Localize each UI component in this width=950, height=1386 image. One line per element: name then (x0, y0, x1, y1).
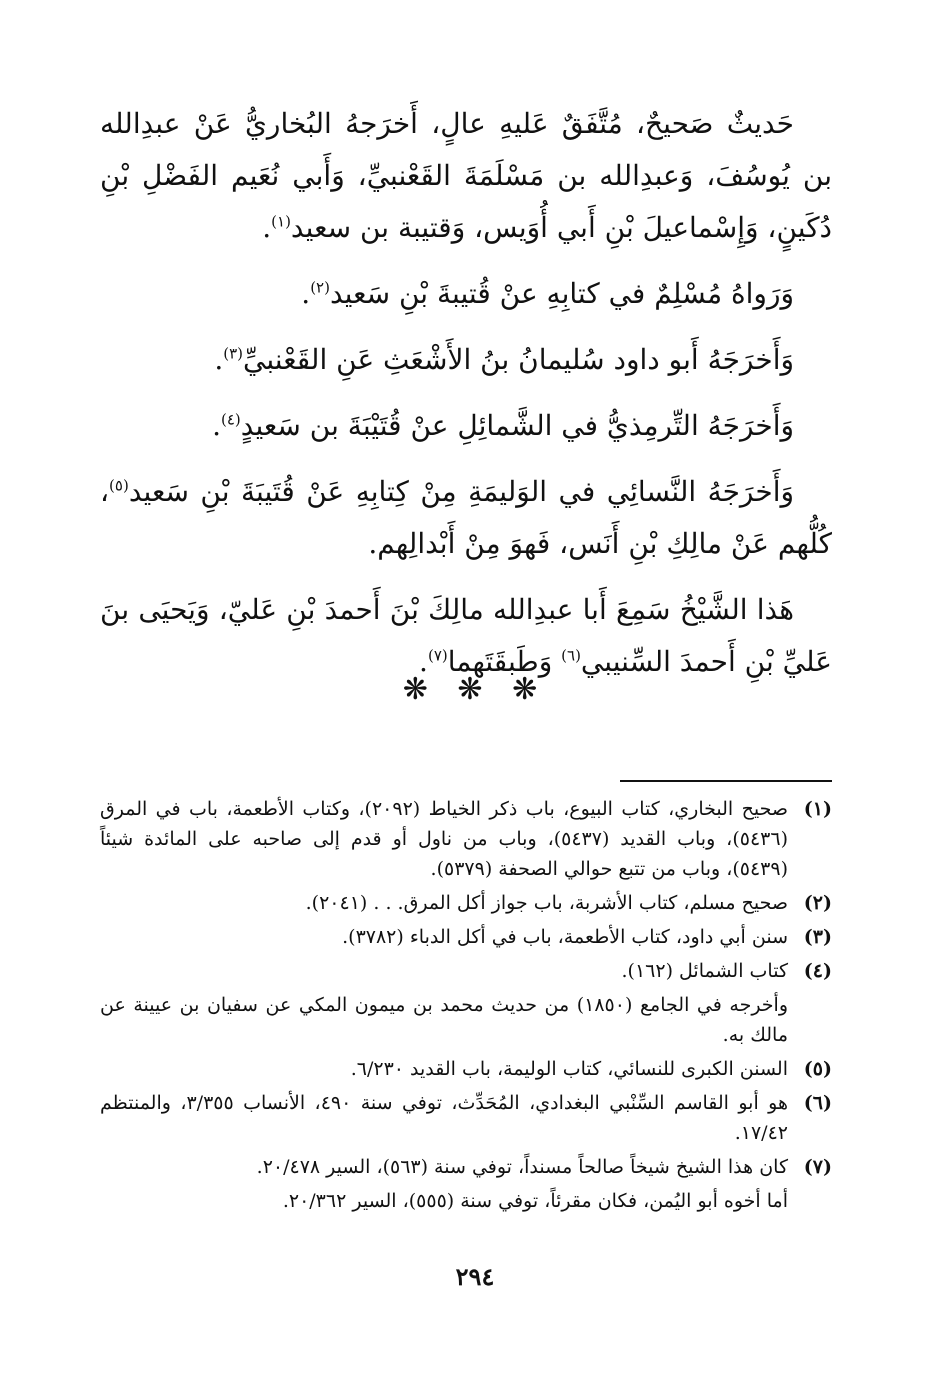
footnote-ref-2[interactable]: (٢) (310, 278, 330, 297)
paragraph-text: هَذا الشَّيْخُ سَمِعَ أَبا عبدِالله مالِكَ بْنَ أَحمدَ بْنِ عَليّ، وَيَحيَى بنَ عَليِّ بْنِ أَحمدَ السِّنيبي (100, 593, 832, 678)
footnote-text: صحيح مسلم، كتاب الأشربة، باب جواز أكل المرق. . . (٢٠٤١). (305, 892, 788, 914)
footnote-text: كتاب الشمائل (١٦٢). (621, 960, 788, 982)
footnote-text: السنن الكبرى للنسائي، كتاب الوليمة، باب القديد ٦/٢٣٠. (350, 1058, 788, 1080)
footnotes (100, 794, 832, 1220)
footnote-2 (100, 888, 832, 918)
footnote-7-continuation: أما أخوه أبو اليُمن، فكان مقرئاً، توفي سنة (٥٥٥)، السير ٢٠/٣٦٢. (282, 1190, 788, 1212)
paragraph-text: وَأَخرَجَهُ التِّرمِذيُّ في الشَّمائِلِ عنْ قُتَيْبَةَ بن سَعيدٍ (240, 409, 794, 442)
footnote-number: (٧) (803, 1156, 832, 1178)
paragraph-text: حَديثٌ صَحيحٌ، مُتَّفَقٌ عَليهِ عالٍ، أَخرَجهُ البُخاريُّ عَنْ عبدِالله بن يُوسُفَ، وَعبدِالله بن مَسْلَمَةَ القَعْنبيِّ، وَأَبي نُعَيم الفَضْلِ بْنِ دُكَينٍ، وَإِسْماعيلَ بْنِ أَبي أُوَيس، وَقتيبة بن سعيد (100, 107, 832, 244)
footnote-3 (100, 922, 832, 952)
paragraph-3 (100, 334, 832, 386)
footnote-number: (٦) (803, 1092, 832, 1114)
paragraph-5 (100, 466, 832, 570)
paragraph-text: . (212, 409, 221, 442)
footnote-number: (٥) (803, 1058, 832, 1080)
footnote-number: (٣) (803, 926, 832, 948)
footnote-number: (٤) (803, 960, 832, 982)
footnote-1 (100, 794, 832, 884)
paragraph-text: وَرَواهُ مُسْلِمٌ في كتابِهِ عنْ قُتيبةَ بْنِ سَعيد (329, 277, 794, 310)
page-number: ٢٩٤ (455, 1262, 495, 1291)
paragraph-text: . (419, 645, 428, 678)
footnote-5 (100, 1054, 832, 1084)
footnote-7 (100, 1152, 832, 1182)
footnote-ref-1[interactable]: (١) (271, 212, 291, 231)
section-ornament: ❋ ❋ ❋ (402, 672, 548, 707)
footnote-4 (100, 956, 832, 986)
footnote-4-continuation: وأخرجه في الجامع (١٨٥٠) من حديث محمد بن ميمون المكي عن سفيان بن عيينة عن مالك به. (100, 994, 788, 1046)
paragraph-text: . (262, 211, 272, 244)
paragraph-text: ، كُلُّهم عَنْ مالِكِ بْنِ أَنَس، فَهوَ مِنْ أَبْدالِهم. (100, 475, 832, 560)
footnote-text: سنن أبي داود، كتاب الأطعمة، باب في أكل الدباء (٣٧٨٢). (342, 926, 788, 948)
footnote-ref-5[interactable]: (٥) (109, 476, 129, 495)
footnote-divider (620, 780, 832, 782)
main-text (100, 98, 832, 702)
paragraph-2 (100, 268, 832, 320)
paragraph-text: وَأَخرَجَهُ النَّسائِي في الوَليمَةِ مِنْ كِتابِهِ عَنْ قُتَيبَةَ بْنِ سَعيد (128, 475, 794, 508)
footnote-6 (100, 1088, 832, 1148)
footnote-number: (١) (803, 798, 832, 820)
paragraph-text: . (301, 277, 311, 310)
paragraph-1 (100, 98, 832, 254)
footnote-number: (٢) (803, 892, 832, 914)
paragraph-text: وَطَبقَتَهما (447, 645, 562, 678)
footnote-text: كان هذا الشيخ شيخاً صالحاً مسنداً، توفي سنة (٥٦٣)، السير ٢٠/٤٧٨. (256, 1156, 788, 1178)
footnote-ref-3[interactable]: (٣) (223, 344, 244, 363)
paragraph-4 (100, 400, 832, 452)
paragraph-text: . (214, 343, 224, 376)
footnote-text: هو أبو القاسم السِّنْبي البغدادي، المُحَدِّث، توفي سنة ٤٩٠، الأنساب ٣/٣٥٥، والمنتظم ١٧/٤٢. (100, 1092, 788, 1144)
footnote-ref-7[interactable]: (٧) (427, 646, 448, 665)
paragraph-text: وَأَخرَجَهُ أَبو داود سُليمانُ بنُ الأَشْعَثِ عَنِ القَعْنبيِّ (243, 343, 794, 376)
footnote-ref-6[interactable]: (٦) (561, 646, 581, 665)
footnote-text: صحيح البخاري، كتاب البيوع، باب ذكر الخياط (٢٠٩٢)، وكتاب الأطعمة، باب في المرق (٥٤٣٦)، وباب القديد (٥٤٣٧)، وباب من ناول أو قدم إلى صاحبه على المائدة شيئاً (٥٤٣٩)، وباب من تتبع حوالي الصحفة (٥٣٧٩). (100, 798, 788, 880)
footnote-ref-4[interactable]: (٤) (221, 410, 241, 429)
